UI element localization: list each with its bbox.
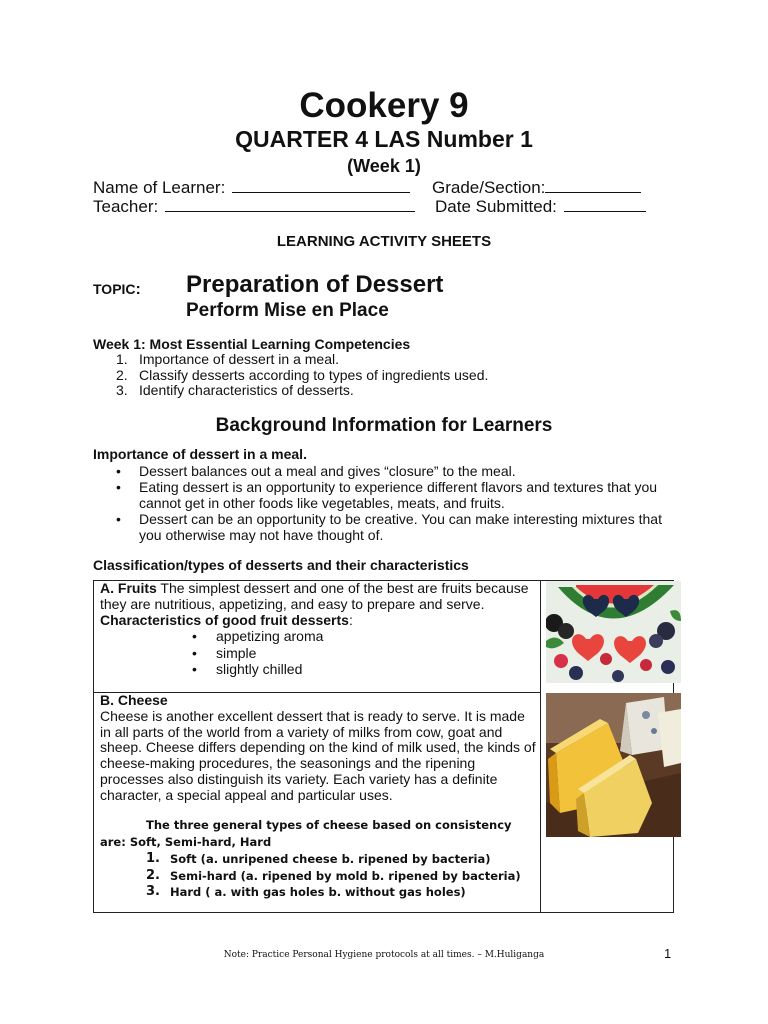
list-item: • appetizing aroma: [192, 628, 324, 645]
footer-note: Note: Practice Personal Hygiene protocols at all times. – M.Huliganga: [223, 950, 545, 960]
date-field: [435, 196, 646, 217]
list-item: • Dessert balances out a meal and gives “closure” to the meal.: [116, 463, 516, 479]
las-title: LEARNING ACTIVITY SHEETS: [276, 233, 492, 250]
name-field: [93, 177, 410, 198]
importance-heading: Importance of dessert in a meal.: [93, 446, 307, 462]
topic-subtitle: Perform Mise en Place: [186, 300, 389, 321]
competencies-list: [93, 352, 693, 399]
classification-heading: Classification/types of desserts and their characteristics: [93, 557, 469, 573]
grade-field: [432, 177, 641, 198]
list-item: 1. Importance of dessert in a meal.: [116, 351, 339, 367]
competencies-heading: Week 1: Most Essential Learning Competencies: [93, 336, 411, 352]
page-number: 1: [664, 946, 672, 961]
name-label: Name of Learner:: [93, 178, 226, 197]
table-divider-vertical: [540, 580, 541, 913]
cheese-cell: [100, 693, 536, 804]
cheese-image: [546, 693, 681, 837]
list-item: 3. Identify characteristics of desserts.: [116, 382, 354, 398]
cheese-description: Cheese is another excellent dessert that is ready to serve. It is made in all parts of the world from a variety of milks from cow, goat and sheep. Cheese differs depending on the kind of milk used, the kinds of cheese-making procedures, the seasonings and the ripening processes also distinguish its variety. Each variety has a definite character, a special appeal and particular uses.: [100, 707, 536, 803]
list-item: 1. Soft (a. unripened cheese b. ripened by bacteria): [146, 851, 491, 866]
list-item: • slightly chilled: [192, 661, 303, 678]
list-item: • simple: [192, 644, 257, 661]
document-subtitle: QUARTER 4 LAS Number 1: [235, 126, 533, 152]
fruits-cell: [100, 581, 536, 678]
fruits-characteristics-list: [192, 628, 536, 678]
teacher-field: [93, 196, 415, 217]
name-blank: [232, 177, 410, 193]
fruits-label: A. Fruits: [100, 580, 157, 596]
date-label: Date Submitted:: [435, 197, 557, 216]
list-item: 2. Classify desserts according to types of ingredients used.: [116, 366, 489, 383]
background-title: Background Information for Learners: [215, 415, 553, 436]
fruits-characteristics-heading: Characteristics of good fruit desserts:: [100, 611, 353, 628]
grade-label: Grade/Section:: [432, 178, 546, 197]
cheese-label: B. Cheese: [100, 692, 168, 708]
week-label: (Week 1): [347, 156, 421, 176]
fruit-dessert-image: [546, 581, 681, 683]
teacher-label: Teacher:: [93, 197, 159, 216]
grade-blank: [545, 177, 641, 193]
list-item: • Eating dessert is an opportunity to experience different flavors and textures that you cannot get in other foods like vegetables, meats, and fruits.: [116, 479, 658, 511]
list-item: 2. Semi-hard (a. ripened by mold b. ripened by bacteria): [146, 867, 521, 883]
teacher-blank: [165, 196, 415, 212]
list-item: • Dessert can be an opportunity to be creative. You can make interesting mixtures that you otherwise may not have thought of.: [116, 511, 662, 543]
cheese-types-list: [100, 851, 536, 901]
document-title: Cookery 9: [299, 86, 469, 125]
topic-title: Preparation of Dessert: [186, 271, 444, 298]
topic-label: TOPIC:: [93, 281, 141, 298]
cheese-types-intro: The three general types of cheese based on consistency are: Soft, Semi-hard, Hard: [100, 818, 512, 849]
fruits-description: The simplest dessert and one of the best are fruits because they are nutritious, appetizing, and easy to prepare and serve.: [100, 580, 529, 612]
importance-list: [93, 463, 683, 543]
list-item: 3. Hard ( a. with gas holes b. without gas holes): [146, 884, 466, 899]
date-blank: [564, 196, 646, 212]
